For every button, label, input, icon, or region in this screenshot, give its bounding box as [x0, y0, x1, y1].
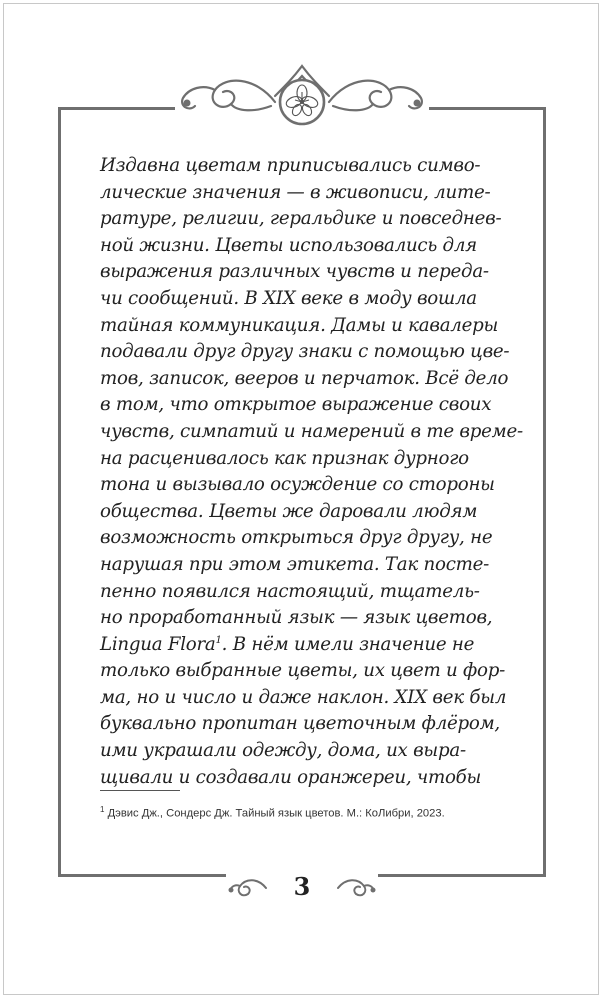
text-line: тона и вызывало осуждение со стороны [100, 474, 495, 496]
text-line: чи сообщений. В XIX веке в моду вошла [100, 287, 477, 309]
text-line: буквально пропитан цветочным флёром, [100, 713, 500, 735]
text-line: но проработанный язык — язык цветов, [100, 607, 493, 629]
text-line: Lingua Flora1. В нём имели значение не [100, 632, 504, 659]
text-line: тайная коммуникация. Дамы и кавалеры [100, 314, 499, 336]
text-line: нарушая при этом этикета. Так посте- [100, 553, 490, 575]
text-line: ратуре, религии, геральдике и повседнев- [100, 208, 502, 230]
floral-ornament-icon [175, 62, 429, 128]
text-line: ма, но и число и даже наклон. XIX век был [100, 686, 507, 708]
text-line: общества. Цветы же даровали людям [100, 500, 478, 522]
text-line: на расценивалось как признак дурного [100, 447, 469, 469]
text-line: лические значения — в живописи, лите- [100, 181, 491, 203]
page-number: 3 [272, 872, 332, 902]
text-line: ими украшали одежду, дома, их выра- [100, 740, 466, 762]
text-line: выражения различных чувств и переда- [100, 261, 489, 283]
body-text [100, 153, 523, 791]
text-line: щивали и создавали оранжереи, чтобы [100, 766, 482, 788]
footnote-marker: 1 [100, 805, 105, 814]
text-line: чувств, симпатий и намерений в те време- [100, 420, 523, 442]
text-line: ной жизни. Цветы использовались для [100, 234, 477, 256]
footnote-divider [100, 790, 180, 791]
text-line: пенно появился настоящий, тщатель- [100, 580, 480, 602]
text-line: Издавна цветам приписывались симво- [100, 155, 481, 176]
text-line: возможность открыться друг другу, не [100, 527, 493, 549]
footnote [100, 805, 520, 820]
term-lingua-flora: Lingua Flora [100, 633, 216, 655]
text-line: в том, что открытое выражение своих [100, 394, 492, 416]
text-line: подавали друг другу знаки с помощью цве- [100, 341, 510, 363]
text-line: тов, записок, вееров и перчаток. Всё дело [100, 367, 509, 389]
footnote-text: Дэвис Дж., Сондерс Дж. Тайный язык цветов. М.: КоЛибри, 2023. [107, 807, 445, 820]
text-line: только выбранные цветы, их цвет и фор- [100, 660, 506, 682]
